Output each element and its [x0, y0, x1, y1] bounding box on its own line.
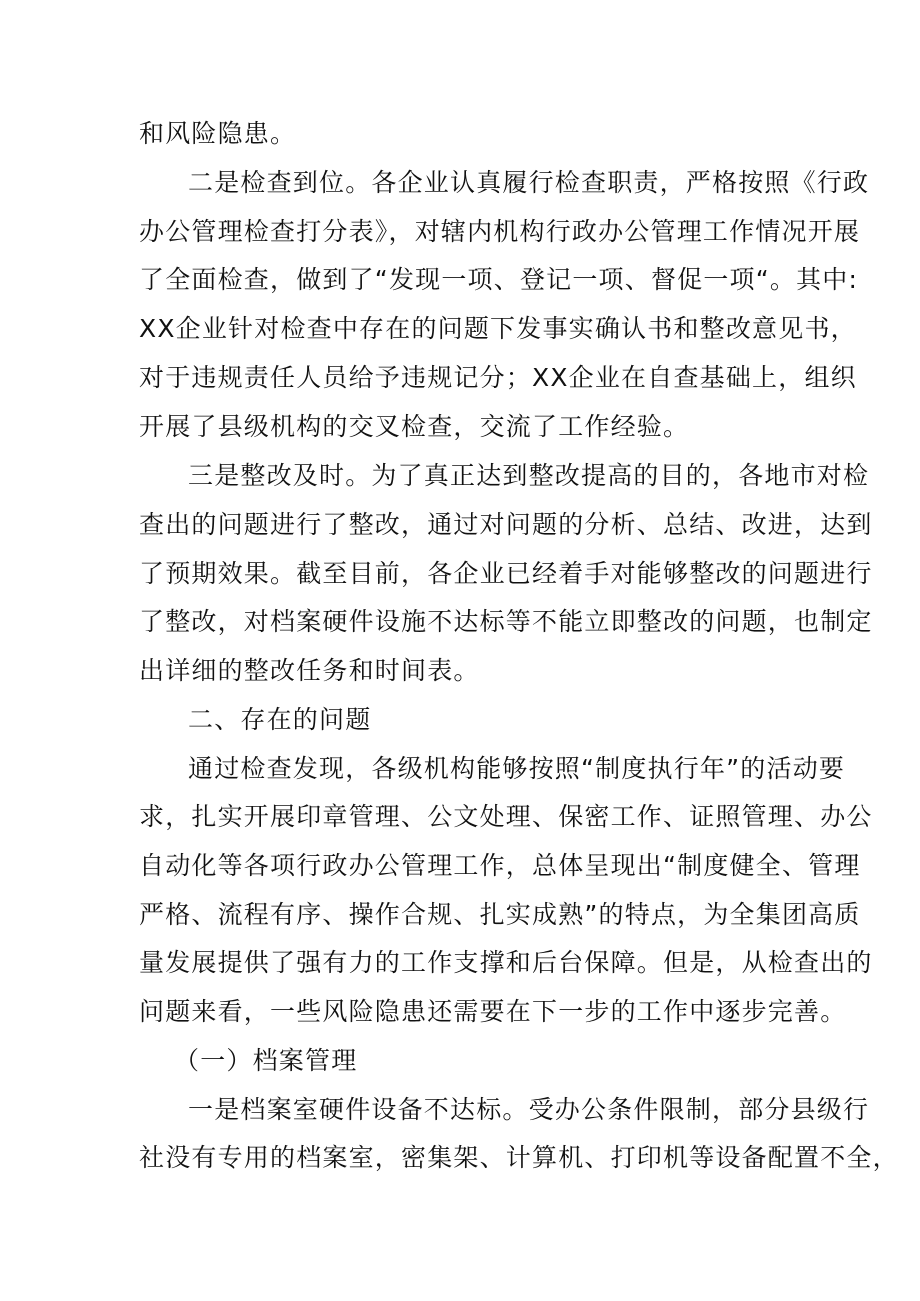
- paragraph-line: 一是档案室硬件设备不达标。受办公条件限制，部分县级行: [188, 1095, 870, 1124]
- paragraph-line: 了整改，对档案硬件设施不达标等不能立即整改的问题，也制定: [139, 607, 873, 636]
- subsection-heading: （一）档案管理: [174, 1046, 358, 1075]
- paragraph-line: 办公管理检查打分表》，对辖内机构行政办公管理工作情况开展: [139, 217, 861, 246]
- paragraph-line: 二是检查到位。各企业认真履行检查职责，严格按照《行政: [188, 168, 870, 197]
- paragraph-line: 三是整改及时。为了真正达到整改提高的目的，各地市对检: [188, 461, 870, 490]
- paragraph-line: 出详细的整改任务和时间表。: [139, 656, 480, 685]
- section-heading: 二、存在的问题: [188, 705, 372, 734]
- paragraph-line: 开展了县级机构的交叉检查，交流了工作经验。: [139, 412, 690, 441]
- paragraph-line: 问题来看，一些风险隐患还需要在下一步的工作中逐步完善。: [139, 997, 847, 1026]
- paragraph-line: 社没有专用的档案室，密集架、计算机、打印机等设备配置不全，: [139, 1143, 899, 1172]
- paragraph-line: 查出的问题进行了整改，通过对问题的分析、总结、改进，达到: [139, 510, 873, 539]
- paragraph-line: 和风险隐患。: [139, 119, 297, 148]
- paragraph-line: 对于违规责任人员给予违规记分；XX企业在自查基础上，组织: [139, 363, 857, 392]
- paragraph-line: 了预期效果。截至目前，各企业已经着手对能够整改的问题进行: [139, 559, 873, 588]
- paragraph-line: XX企业针对检查中存在的问题下发事实确认书和整改意见书，: [139, 314, 857, 343]
- paragraph-line: 量发展提供了强有力的工作支撑和后台保障。但是，从检查出的: [139, 948, 873, 977]
- paragraph-line: 了全面检查，做到了“发现一项、登记一项、督促一项“。其中:: [139, 265, 859, 294]
- paragraph-line: 自动化等各项行政办公管理工作，总体呈现出“制度健全、管理: [139, 851, 861, 880]
- paragraph-line: 严格、流程有序、操作合规、扎实成熟”的特点，为全集团高质: [139, 900, 861, 929]
- paragraph-line: 求，扎实开展印章管理、公文处理、保密工作、证照管理、办公: [139, 802, 873, 831]
- paragraph-line: 通过检查发现，各级机构能够按照“制度执行年”的活动要: [188, 754, 846, 783]
